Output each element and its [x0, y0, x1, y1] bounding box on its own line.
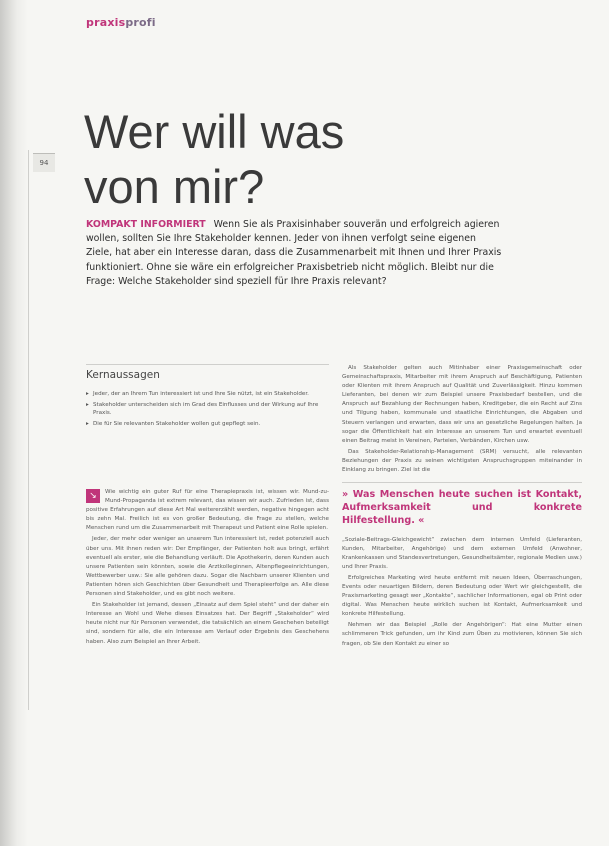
- intro-text: Wenn Sie als Praxisinhaber souverän und erfolgreich agieren wollen, sollten Sie Ihre Stakeholder kennen. Jeder von ihnen verfolgt seine eigenen Ziele, hat aber ein Interesse daran, dass die Zusammenarbeit mit Ihnen und Ihrer Praxis funktioniert. Ohne sie wäre ein erfolgreicher Praxisbetrieb nicht möglich. Bleibt nur die Frage: Welche Stakeholder sind speziell für Ihre Praxis relevant?: [86, 219, 502, 287]
- body-paragraph: Jeder, der mehr oder weniger an unserem Tun interessiert ist, redet potenziell auch über uns. Mit ihnen reden wir: Der Empfänger, der Patienten holt aus bringt, erfährt eventuell als erster, wie die Behandlung verläuft. Die Apothekerin, deren Kunden auch unsere Patienten sein könnten, sowie die Arztkolleginnen, Altenpflegeeinrichtungen, Wettbewerber usw.: Sie alle gehören dazu. Sogar die Nachbarn unserer Klienten und Patienten hören sich Geschichten über Gesundheit und Therapieerfolge an. Alle diese Personen sind Stakeholder, und es gibt noch weitere.: [86, 536, 329, 598]
- body-paragraph-text: Wie wichtig ein guter Ruf für eine Therapiepraxis ist, wissen wir. Mund-zu-Mund-Propaganda ist extrem relevant, das wissen wir auch. Zufrieden ist, dass positive Erfahrungen auf diese Art Mal weitererzählt werden, negative hingegen acht bis zehn Mal. Freilich ist es von großer Bedeutung, die Frage zu stellen, welche Menschen rund um die Zusammenarbeit mit Therapeut und Patient eine Rolle spielen.: [86, 489, 329, 532]
- margin-rule: [28, 150, 29, 710]
- body-paragraph: Das Stakeholder-Relationship-Management (SRM) versucht, alle relevanten Beziehungen der Praxis zu seinen wichtigsten Anspruchsgruppen miteinander in Einklang zu bringen. Ziel ist die: [342, 448, 582, 474]
- body-paragraph: [86, 488, 329, 533]
- intro-paragraph: [86, 218, 502, 289]
- article-title-line-1: Wer will was: [84, 105, 345, 158]
- pull-quote: » Was Menschen heute suchen ist Kontakt, Aufmerksamkeit und konkrete Hilfestellung. «: [342, 482, 582, 527]
- body-paragraph: Ein Stakeholder ist jemand, dessen „Einsatz auf dem Spiel steht“ und der daher ein Interesse an Wohl und Wehe dieses Einsatzes hat. Der Begriff „Stakeholder“ wird heute nicht nur für Personen verwendet, die tatsächlich an einem Geschehen beteiligt sind, sondern für alle, die ein Interesse am Verlauf oder Ergebnis des Geschehens haben. Also zum Beispiel an Ihrer Arbeit.: [86, 602, 329, 645]
- key-point-item: ▸ Jeder, der an Ihrem Tun interessiert ist und Ihre Sie nützt, ist ein Stakeholder.: [86, 390, 329, 399]
- section-label-praxis: praxis: [86, 16, 126, 29]
- body-paragraph: „Soziale-Beitrags-Gleichgewicht“ zwischen dem internen Umfeld (Lieferanten, Kunden, Mitarbeiter, Angehörige) und dem externen Umfeld (Anwohner, Krankenkassen und Standesvertretungen, Gesundheitsämter, regionale Medien usw.) und Ihrer Praxis.: [342, 536, 582, 570]
- left-column: [86, 488, 329, 649]
- intro-lead: KOMPAKT INFORMIERT: [86, 219, 206, 230]
- arrow-right-icon: ↘: [86, 489, 100, 503]
- page-number: 94: [33, 153, 55, 172]
- key-point-item: ▸ Die für Sie relevanten Stakeholder wollen gut gepflegt sein.: [86, 420, 329, 429]
- body-paragraph: Nehmen wir das Beispiel „Rolle der Angehörigen“: Hat eine Mutter einen schlimmeren Trick gefunden, um ihr Kind zum Üben zu motivieren, können Sie sich fragen, ob Sie den Kontakt zu einer so: [342, 622, 582, 647]
- section-label-profi: profi: [125, 16, 156, 29]
- key-points-list: [86, 390, 329, 428]
- page-binding-shadow: [0, 0, 28, 846]
- body-paragraph: Erfolgreiches Marketing wird heute entfernt mit neuen Ideen, Überraschungen, Events oder neuartigen Bildern, deren Bedeutung oder Wert wir gleichgestellt, die Praxismarketing gesagt wer „Kontakte“, sachlicher Informationen, egal ob Print oder digital. Was Menschen heute wirklich suchen ist Kontakt, Aufmerksamkeit und konkrete Hilfestellung.: [342, 574, 582, 618]
- article-title: [84, 104, 524, 214]
- right-column: [342, 364, 582, 651]
- key-points-title: Kernaussagen: [86, 369, 160, 381]
- body-paragraph: Als Stakeholder gelten auch Mitinhaber einer Praxisgemeinschaft oder Gemeinschaftspraxis, Mitarbeiter mit ihrem Anspruch auf Beschäftigung, Patienten oder Klienten mit ihrem Anspruch auf Qualität und Zuverlässigkeit. Hinzu kommen Lieferanten, bei denen wir zum Beispiel unsere Praxisbedarf bestellen, und die Anspruch auf Bezahlung der Rechnungen haben, Kreditgeber, die ein Recht auf Zins und Tilgung haben, kommunale und staatliche Einrichtungen, die Abgaben und Steuern verlangen und erwarten, dass wir uns an gesetzliche Regelungen halten. Ja sogar die Öffentlichkeit hat ein Interesse an unserem Tun und erwartet eventuell einen Beitrag meist in Vereinen, Parteien, Verbänden, Kirchen usw.: [342, 365, 582, 444]
- section-label: [86, 16, 156, 29]
- article-title-line-2: von mir?: [84, 160, 265, 213]
- key-point-item: ▸ Stakeholder unterscheiden sich im Grad des Einflusses und der Wirkung auf Ihre Praxis.: [86, 401, 329, 418]
- key-points-box: [86, 364, 329, 460]
